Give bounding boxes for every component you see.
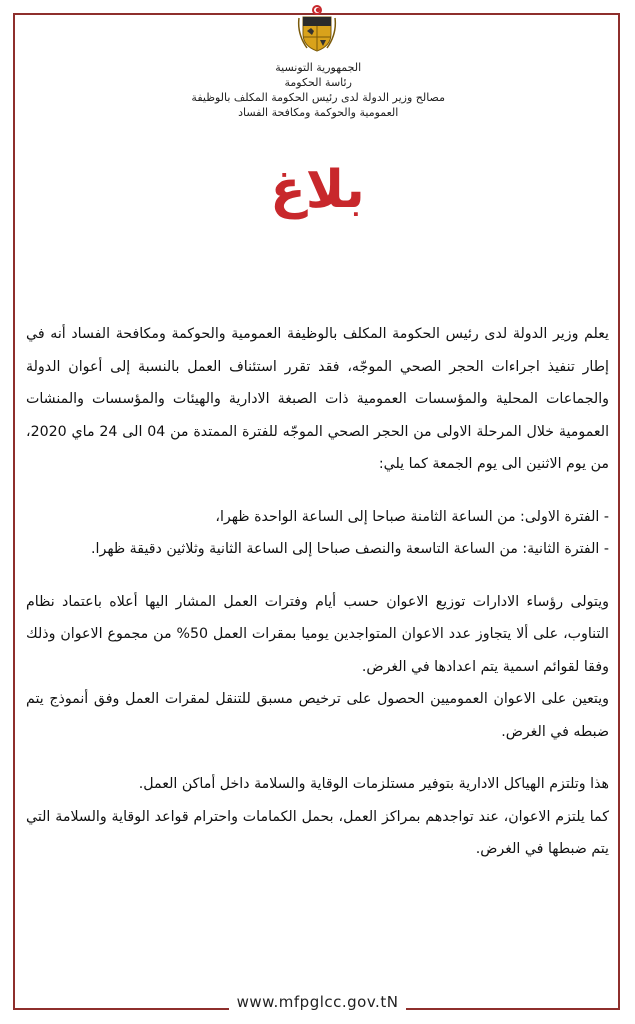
header-presidency: رئاسة الحكومة bbox=[284, 76, 352, 89]
page-title: بلاغ bbox=[270, 160, 365, 220]
paragraph-rotation: ويتولى رؤساء الادارات توزيع الاعوان حسب أيام وفترات العمل المشار اليها أعلاه باعتماد نظام التناوب، على ألا يتجاوز عدد الاعوان المتواجدين يوميا بمقرات العمل 50% من مجموع الاعوان وذلك وفقا لقوائم اسمية يتم اعدادها في الغرض. bbox=[26, 593, 610, 675]
paragraph-period-1: - الفترة الاولى: من الساعة الثامنة صباحا إلى الساعة الواحدة ظهرا، bbox=[215, 508, 609, 525]
header-country: الجمهورية التونسية bbox=[275, 61, 362, 74]
issuing-authority-header bbox=[191, 60, 445, 120]
header-ministry-line2: العمومية والحوكمة ومكافحة الفساد bbox=[238, 106, 399, 119]
tunisia-coat-of-arms-icon bbox=[297, 4, 337, 54]
website-link[interactable]: www.mfpglcc.gov.tN bbox=[229, 993, 407, 1011]
announcement-body bbox=[26, 318, 609, 866]
paragraph-permit: ويتعين على الاعوان العموميين الحصول على ترخيص مسبق للتنقل لمقرات العمل وفق أنموذج يتم ضبطه في الغرض. bbox=[26, 691, 609, 740]
footer bbox=[0, 992, 635, 1011]
paragraph-intro: يعلم وزير الدولة لدى رئيس الحكومة المكلف بالوظيفة العمومية والحوكمة ومكافحة الفساد أنه في إطار تنفيذ اجراءات الحجر الصحي الموجّه، فقد تقرر استئناف العمل بالنسبة إلى أعوان الدولة والجماعات المحلية والمؤسسات العمومية ذات الصبغة الادارية والهيئات والمؤسسات والمنشات العمومية خلال المرحلة الاولى من الحجر الصحي الموجّه للفترة الممتدة من 04 الى 24 ماي 2020، من يوم الاثنين الى يوم الجمعة كما يلي: bbox=[26, 326, 610, 472]
header-ministry-line1: مصالح وزير الدولة لدى رئيس الحكومة المكلف بالوظيفة bbox=[191, 91, 445, 104]
paragraph-period-2: - الفترة الثانية: من الساعة التاسعة والنصف صباحا إلى الساعة الثانية وثلاثين دقيقة ظهرا. bbox=[91, 541, 609, 557]
paragraph-safety: هذا وتلتزم الهياكل الادارية بتوفير مستلزمات الوقاية والسلامة داخل أماكن العمل. bbox=[138, 776, 609, 792]
paragraph-masks: كما يلتزم الاعوان، عند تواجدهم بمراكز العمل، بحمل الكمامات واحترام قواعد الوقاية والسلامة التي يتم ضبطها في الغرض. bbox=[26, 808, 609, 857]
